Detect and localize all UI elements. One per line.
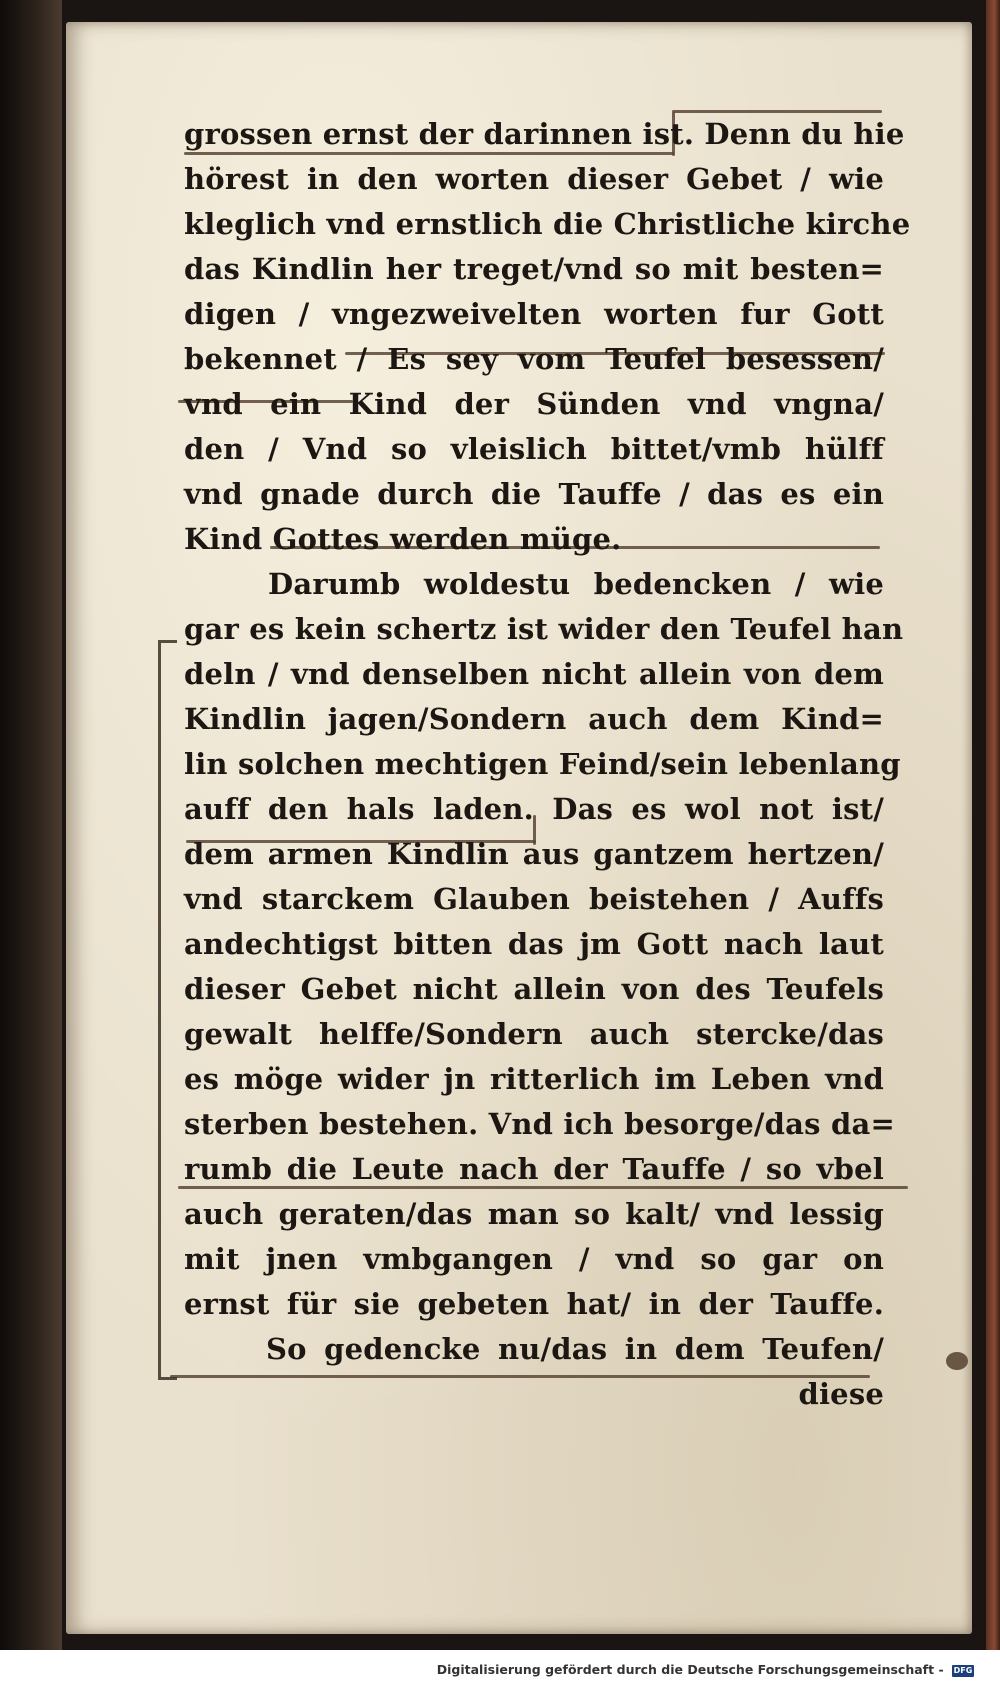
text-line: hörest in den worten dieser Gebet / wie — [184, 162, 884, 196]
text-line: Kindlin jagen/Sondern auch dem Kind= — [184, 702, 884, 736]
ink-blot — [946, 1352, 968, 1370]
text-line: gewalt helffe/Sondern auch stercke/das — [184, 1017, 884, 1051]
text-line: vnd ein Kind der Sünden vnd vngna/ — [184, 387, 884, 421]
paragraph-first-line: Darumb woldestu bedencken / wie — [268, 567, 884, 601]
footer-credit-text: Digitalisierung gefördert durch die Deutsche Forschungsgemeinschaft - — [436, 1662, 944, 1677]
text-line: dieser Gebet nicht allein von des Teufels — [184, 972, 884, 1006]
paragraph-first-line: So gedencke nu/das in dem Teufen/ — [266, 1332, 884, 1366]
page-text — [184, 112, 911, 1417]
text-line: vnd gnade durch die Tauffe / das es ein — [184, 477, 884, 511]
text-line: digen / vngezweivelten worten fur Gott — [184, 297, 884, 331]
book-binding-edge — [0, 0, 62, 1650]
text-line: auch geraten/das man so kalt/ vnd lessig — [184, 1197, 884, 1231]
text-line: bekennet / Es sey vom Teufel besessen/ — [184, 342, 884, 376]
text-line: mit jnen vmbgangen / vnd so gar on — [184, 1242, 884, 1276]
text-line: grossen ernst der darinnen ist. Denn du hie — [184, 117, 905, 151]
book-cover-edge — [986, 0, 1000, 1650]
text-line: deln / vnd denselben nicht allein von dem — [184, 657, 884, 691]
footer-credit — [437, 1662, 974, 1677]
text-line: sterben bestehen. Vnd ich besorge/das da= — [184, 1107, 895, 1141]
text-line: lin solchen mechtigen Feind/sein lebenlang — [184, 747, 901, 781]
catchword: diese — [798, 1377, 884, 1411]
text-line: dem armen Kindlin aus gantzem hertzen/ — [184, 837, 884, 871]
text-line: vnd starckem Glauben beistehen / Auffs — [184, 882, 884, 916]
dfg-logo-icon: DFG — [953, 1665, 973, 1675]
text-line: rumb die Leute nach der Tauffe / so vbel — [184, 1152, 884, 1186]
text-line: das Kindlin her treget/vnd so mit besten= — [184, 252, 884, 286]
margin-bracket — [158, 640, 177, 1380]
text-line: auff den hals laden. Das es wol not ist/ — [184, 792, 884, 826]
text-line: andechtigst bitten das jm Gott nach laut — [184, 927, 884, 961]
text-line: Kind Gottes werden müge. — [184, 522, 622, 556]
text-line: gar es kein schertz ist wider den Teufel han — [184, 612, 904, 646]
digitization-footer — [0, 1650, 1000, 1686]
text-line: den / Vnd so vleislich bittet/vmb hülff — [184, 432, 884, 466]
text-line: ernst für sie gebeten hat/ in der Tauffe. — [184, 1287, 884, 1321]
text-line: kleglich vnd ernstlich die Christliche kirche — [184, 207, 911, 241]
text-line: es möge wider jn ritterlich im Leben vnd — [184, 1062, 884, 1096]
